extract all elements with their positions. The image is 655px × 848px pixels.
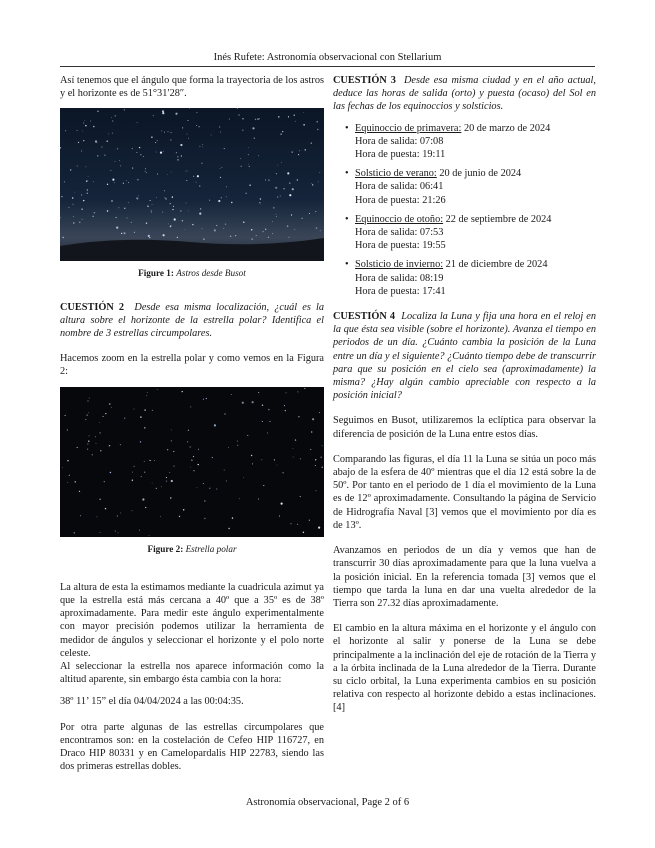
question-4-title: CUESTIÓN 4 [333,311,396,323]
figure-2-image [60,387,324,537]
question-3 [333,74,596,114]
selection-paragraph: Al seleccionar la estrella nos aparece información como la altitud aparente, sin embargo ésta cambia con la hora: [60,661,324,686]
bullet-icon: • [345,213,349,225]
comparison-paragraph: Comparando las figuras, el día 11 la Luna se sitúa un poco más abajo de la esfera de 40º mientras que el día 12 está sobre la de 50º. Por tanto en el periodo de 1 día el movimiento de la Luna es de 12º aproximadamente. Consultando la página de Servicio de Hidrografía Naval [3] vemos que el movimiento por día es de 13º. [333,453,596,531]
question-2 [60,301,324,341]
page-header: Inés Rufete: Astronomía observacional con Stellarium [213,52,442,63]
figure-1-image [60,108,324,261]
sunrise-time: Hora de salida: 08:19 [355,272,444,284]
season-item [333,213,596,253]
header-rule [60,66,595,67]
question-3-title: CUESTIÓN 3 [333,75,396,86]
left-column [60,74,324,773]
figure-1-text: Astros desde Busot [176,268,246,279]
figure-2-caption [60,543,324,556]
seasons-list [333,122,596,298]
period-paragraph: Avanzamos en periodos de un día y vemos que han de transcurrir 30 días aproximadamente para que la luna vuelva a la posición inicial. En la referencia tomada [3] vemos que el tiempo que tarda la luna en dar una vuelta alrededor de la Tierra son 27.32 días aproximadamente. [333,545,596,609]
question-4-text: Localiza la Luna y fija una hora en el reloj en la que ésta sea visible (sobre el horizonte). Avanza el tiempo en periodos de un día. ¿Cuánto cambia la posición de la Luna entre un día y el siguiente? ¿Cuánto tiempo debe de transcurrir para que su posición en el cielo sea (aproximadamente) la misma? ¿Hay algún cambio apreciable con respecto a la posición inicial? [333,311,597,402]
season-date: 20 de junio de 2024 [439,168,522,180]
season-item [333,258,596,298]
sunset-time: Hora de puesta: 19:55 [355,240,446,252]
sunrise-time: Hora de salida: 06:41 [355,181,444,193]
season-date: 22 de septiembre de 2024 [445,213,552,225]
sunrise-time: Hora de salida: 07:08 [355,135,444,147]
zoom-paragraph: Hacemos zoom en la estrella polar y como vemos en la Figura 2: [60,353,324,378]
question-3-text: Desde esa misma ciudad y en el año actual, deduce las horas de salida (orto) y puesta (ocaso) del Sol en las fechas de los equinoccios y solsticios. [333,75,596,113]
season-name: Equinoccio de otoño: [355,213,444,225]
season-item [333,122,596,162]
measurement-line: 38º 11’ 15” el día 04/04/2024 a las 00:04:35. [60,696,244,708]
season-name: Solsticio de invierno: [355,259,444,271]
question-2-title: CUESTIÓN 2 [60,301,125,313]
sunset-time: Hora de puesta: 19:11 [355,149,446,161]
sunset-time: Hora de puesta: 17:41 [355,285,446,297]
sunrise-time: Hora de salida: 07:53 [355,227,444,239]
season-date: 20 de marzo de 2024 [463,122,551,134]
page-footer: Astronomía observacional, Page 2 of 6 [245,797,410,808]
figure-1-label: Figure 1: [138,268,174,279]
question-4 [333,310,596,402]
inclination-paragraph: El cambio en la altura máxima en el horizonte y el ángulo con el horizonte al salir y ponerse de la Luna se debe principalmente a la inclinación del eje de rotación de la Tierra y a la órbita inclinada de la Luna alrededor de la Tierra. Durante su ciclo orbital, la Luna experimenta cambios en su posición relativa con respecto al horizonte debido a estas inclinaciones. [4] [333,623,596,714]
season-name: Equinoccio de primavera: [355,122,462,134]
altitude-paragraph: La altura de esta la estimamos mediante la cuadricula azimut ya que la estrella está más cercana a 40º que a 35º es de 38º aproximadamente. Para medir este ángulo experimentalmente con mayor precisión podemos utilizar la herramienta de medidor de ángulos y seleccionar el horizonte y el polo norte celeste. [60,581,324,659]
season-item [333,167,596,207]
season-date: 21 de diciembre de 2024 [445,259,548,271]
right-column [333,74,596,715]
season-name: Solsticio de verano: [355,168,437,180]
ecliptic-paragraph: Seguimos en Busot, utilizaremos la eclíptica para observar la diferencia de posición de la Luna entre estos días. [333,415,596,440]
figure-2-text: Estrella polar [185,543,237,554]
question-2-text: Desde esa misma localización, ¿cuál es la altura sobre el horizonte de la estrella polar? Identifica el nombre de 3 estrellas circumpolares. [60,301,324,340]
figure-1-caption [60,267,324,280]
bullet-icon: • [345,122,349,134]
intro-paragraph: Así tenemos que el ángulo que forma la trayectoria de los astros y el horizonte es de 51°31′28″. [60,75,324,100]
circumpolar-paragraph: Por otra parte algunas de las estrellas circumpolares que encontramos son: en la costelación de Cefeo HIP 116727, en Draco HIP 80331 y en Camelopardalis HIP 22783, siendo las dos primeras estrellas dobles. [60,721,324,773]
bullet-icon: • [345,168,349,180]
figure-2-label: Figure 2: [147,543,184,554]
sunset-time: Hora de puesta: 21:26 [355,194,446,206]
bullet-icon: • [345,259,349,271]
